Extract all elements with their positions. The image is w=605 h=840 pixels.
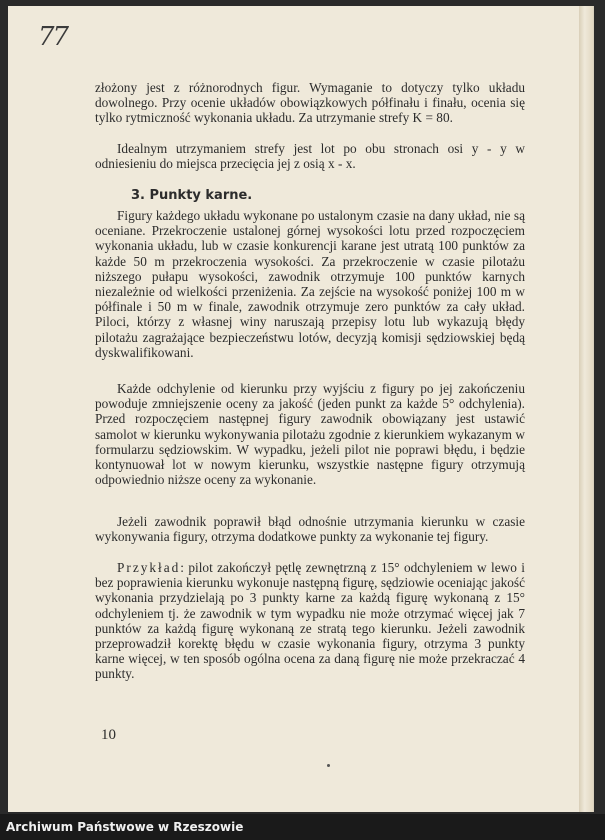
paragraph-penalty-rules: Figury każdego układu wykonane po ustalonym czasie na dany układ, nie są oceniane. Przekroczenie ustalonej górnej wysokości lotu przed rozpoczęciem wykonania układu, lub w czasie konkurencji karane jest utratą 100 punktów za każde 50 m przekroczenia wysokości. Za przekroczenie w czasie pilotażu niższego pułapu wysokości, zawodnik otrzymuje 100 punktów karnych niezależnie od wielkości przeniżenia. Za zejście na wysokość poniżej 100 m w półfinale i 50 m w finale, zawodnik otrzymuje zero punktów za cały układ. Piloci, którzy z własnej winy naruszają przepisy lotu lub wykazują błędy pilotażu zagrażające bezpieczeństwu lotów, decyzją komisji sędziowskiej będą dyskwalifikowani. xyxy=(95,208,525,360)
page-binding-edge xyxy=(579,6,593,812)
archive-footer: Archiwum Państwowe w Rzeszowie xyxy=(0,814,605,840)
paragraph-deviation-rules: Każde odchylenie od kierunku przy wyjściu z figury po jej zakończeniu powoduje zmniejszenie oceny za jakość (jeden punkt za każde 5° odchylenia). Przed rozpoczęciem następnej figury zawodnik obowiązany jest ustawić samolot w kierunku wykonywania pilotażu zgodnie z kierunkiem wykazanym w formularzu sędziowskim. W wypadku, jeżeli pilot nie poprawi błędu, i będzie kontynuował lot w nowym kierunku, wszystkie następne figury otrzymują odpowiednio niższe oceny za wykonanie. xyxy=(95,381,525,488)
paragraph-zone-scoring: złożony jest z różnorodnych figur. Wymaganie to dotyczy tylko układu dowolnego. Przy ocenie układów obowiązkowych półfinału i finału, ocenia się tylko rytmiczność wykonania układu. Za utrzymanie strefy K = 80. xyxy=(95,80,525,126)
section-heading: 3. Punkty karne. xyxy=(131,188,253,203)
example-label: Przykład xyxy=(117,560,181,575)
paragraph-correction: Jeżeli zawodnik poprawił błąd odnośnie utrzymania kierunku w czasie wykonywania figury, otrzyma dodatkowe punkty za wykonanie tej figury. xyxy=(95,514,525,545)
paragraph-example xyxy=(95,560,525,682)
paper-speck xyxy=(327,764,330,767)
page-number: 10 xyxy=(101,727,116,743)
example-text: : pilot zakończył pętlę zewnętrzną z 15° odchyleniem w lewo i bez poprawienia kierunku wykonuje następną figurę, sędziowie oceniając jakość wykonania przydzielają po 3 punkty karne za każdą figurę wykonaną z 15° odchyleniem tj. że zawodnik w tym wypadku nie może otrzymać więcej jak 7 punktów za każdą figurę wykonaną ze stratą tego kierunku. Jeżeli zawodnik przeprowadził korektę błędu w czasie wykonania figury, otrzyma 3 punkty karne więcej, w ten sposób ogólna ocena za daną figurę nie może przekraczać 4 punkty. xyxy=(95,560,525,682)
paragraph-ideal-zone: Idealnym utrzymaniem strefy jest lot po obu stronach osi y - y w odniesieniu do miejsca przecięcia jej z osią x - x. xyxy=(95,141,525,172)
archive-handwritten-mark: 77 xyxy=(38,22,68,52)
